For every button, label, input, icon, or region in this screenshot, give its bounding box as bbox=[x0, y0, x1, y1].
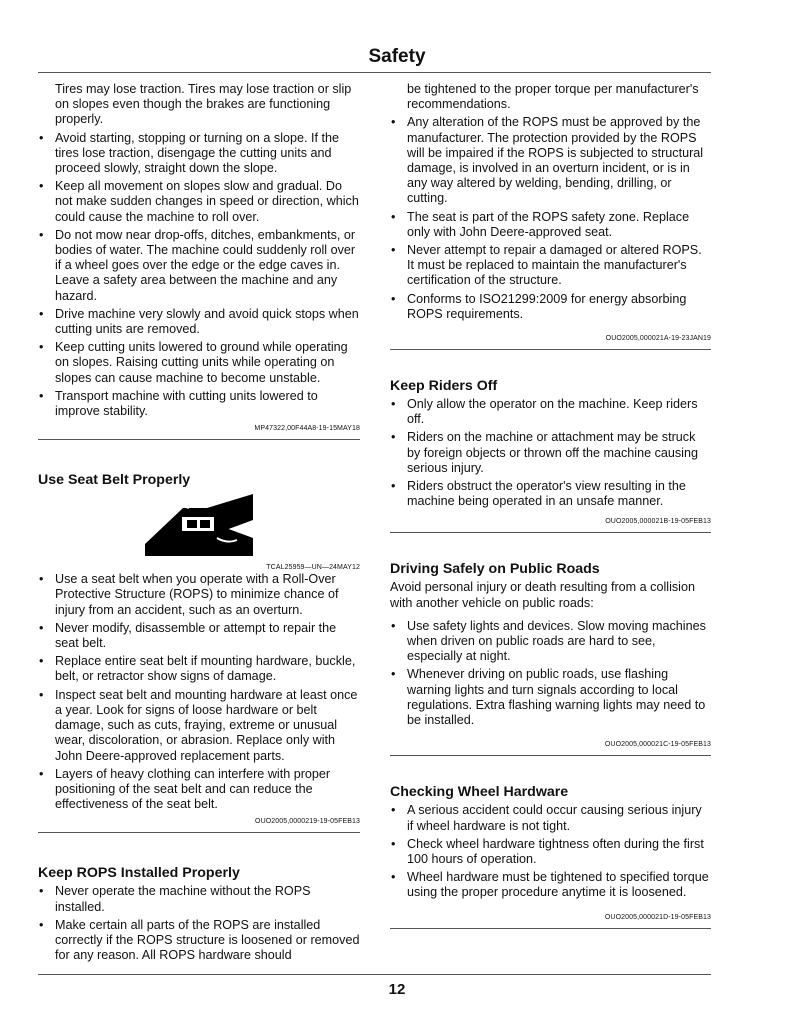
seat-belt-buckle-icon bbox=[145, 494, 253, 556]
list-item: • Avoid starting, stopping or turning on a slope. If the tires lose traction, disengage the cutting units and proceed slowly, straight down the slope. bbox=[39, 130, 340, 176]
riders-bullet-list bbox=[390, 397, 711, 509]
list-item: • Use a seat belt when you operate with a Roll-Over Protective Structure (ROPS) to minimize chance of injury from an accident, such as an overturn. bbox=[39, 572, 339, 617]
slope-bullet-list bbox=[38, 131, 360, 420]
bullet-icon: • bbox=[391, 618, 396, 633]
reference-code: OUO2005,000021D-19-05FEB13 bbox=[604, 913, 711, 921]
reference-code: MP47322,00F44A8-19-15MAY18 bbox=[254, 425, 360, 433]
bullet-icon: • bbox=[391, 667, 396, 682]
public-roads-bullet-list bbox=[390, 619, 711, 728]
rops-bullet-list bbox=[38, 884, 360, 963]
bullet-icon: • bbox=[39, 572, 44, 587]
list-item: • Replace entire seat belt if mounting hardware, buckle, belt, or retractor show signs of damage. bbox=[39, 654, 356, 684]
bullet-icon: • bbox=[391, 870, 396, 885]
bullet-icon: • bbox=[39, 179, 44, 194]
bullet-icon: • bbox=[391, 291, 396, 306]
list-item: • Any alteration of the ROPS must be approved by the manufacturer. The protection provided by the ROPS will be impaired if the ROPS is subjected to structural damage, is involved in an overturn incident, or is in any way altered by welding, bending, drilling, or cutting. bbox=[391, 115, 704, 206]
bullet-icon: • bbox=[391, 397, 396, 412]
bullet-icon: • bbox=[391, 479, 396, 494]
bullet-icon: • bbox=[391, 115, 396, 130]
bullet-icon: • bbox=[391, 836, 396, 851]
bullet-icon: • bbox=[39, 227, 44, 242]
list-item: • Riders on the machine or attachment may be struck by foreign objects or thrown off the machine causing serious injury. bbox=[391, 430, 698, 475]
list-item: • Keep cutting units lowered to ground while operating on slopes. Raising cutting units while operating on slopes can cause machine to become unstable. bbox=[39, 340, 348, 385]
list-item: • Only allow the operator on the machine. Keep riders off. bbox=[391, 397, 698, 427]
list-item: • Layers of heavy clothing can interfere with proper positioning of the seat belt and can reduce the effectiveness of the seat belt. bbox=[39, 766, 331, 812]
section-title-riders: Keep Riders Off bbox=[390, 378, 498, 395]
left-column bbox=[38, 82, 360, 966]
list-item: • Keep all movement on slopes slow and gradual. Do not make sudden changes in speed or direction, which could cause the machine to roll over. bbox=[39, 179, 359, 224]
bullet-icon: • bbox=[391, 803, 396, 818]
right-column bbox=[390, 82, 711, 929]
list-item: • Never attempt to repair a damaged or altered ROPS. It must be replaced to maintain the manufacturer's certification of the structure. bbox=[391, 243, 702, 288]
list-item: • A serious accident could occur causing serious injury if wheel hardware is not tight. bbox=[391, 803, 702, 833]
reference-code: OUO2005,0000219-19-05FEB13 bbox=[255, 818, 360, 826]
section-divider bbox=[390, 928, 711, 929]
list-item: • Conforms to ISO21299:2009 for energy absorbing ROPS requirements. bbox=[391, 291, 687, 321]
list-item: • Make certain all parts of the ROPS are installed correctly if the ROPS structure is loosened or removed for any reason. All ROPS hardware should bbox=[39, 917, 360, 963]
reference-code: OUO2005,000021B-19-05FEB13 bbox=[605, 518, 711, 526]
bullet-icon: • bbox=[39, 388, 44, 403]
list-item: • Whenever driving on public roads, use flashing warning lights and turn signals according to local regulations. Extra flashing warning lights may need to be installed. bbox=[391, 667, 706, 728]
rops-continued-bullet-list bbox=[390, 115, 711, 322]
figure-reference-code: TCAL25959—UN—24MAY12 bbox=[266, 564, 360, 572]
section-title-wheel-hardware: Checking Wheel Hardware bbox=[390, 784, 569, 801]
bullet-icon: • bbox=[39, 766, 44, 781]
list-item: • Use safety lights and devices. Slow moving machines when driven on public roads are hard to see, especially at night. bbox=[391, 618, 706, 664]
page-number: 12 bbox=[388, 981, 406, 998]
seat-belt-bullet-list bbox=[38, 572, 360, 812]
seat-belt-figure bbox=[38, 494, 360, 561]
bullet-icon: • bbox=[391, 430, 396, 445]
section-title-seat-belt: Use Seat Belt Properly bbox=[38, 472, 191, 489]
bullet-icon: • bbox=[39, 884, 44, 899]
list-item: • Inspect seat belt and mounting hardware at least once a year. Look for signs of loose hardware or belt damage, such as cuts, fraying, extreme or unusual wear, discoloration, or abrasion. Replace only with John Deere-approved replacement parts. bbox=[39, 687, 358, 763]
list-item: • Wheel hardware must be tightened to specified torque using the proper procedure anytime it is loosened. bbox=[391, 870, 709, 900]
top-divider bbox=[38, 72, 711, 73]
public-roads-intro: Avoid personal injury or death resulting from a collision with another vehicle on public roads: bbox=[390, 580, 695, 610]
list-item: • Drive machine very slowly and avoid quick stops when cutting units are removed. bbox=[39, 306, 359, 337]
bullet-icon: • bbox=[39, 917, 44, 932]
list-item: • Never modify, disassemble or attempt to repair the seat belt. bbox=[39, 620, 337, 651]
bullet-icon: • bbox=[39, 306, 44, 321]
list-item: • The seat is part of the ROPS safety zone. Replace only with John Deere-approved seat. bbox=[391, 209, 690, 239]
bullet-icon: • bbox=[39, 620, 44, 635]
section-title-rops: Keep ROPS Installed Properly bbox=[38, 865, 240, 882]
bullet-icon: • bbox=[39, 340, 44, 355]
bullet-icon: • bbox=[391, 243, 396, 258]
bullet-icon: • bbox=[391, 209, 396, 224]
list-item: • Transport machine with cutting units lowered to improve stability. bbox=[39, 388, 318, 419]
list-item: • Riders obstruct the operator's view resulting in the machine being operated in an unsafe manner. bbox=[391, 479, 686, 509]
reference-code: OUO2005,000021C-19-05FEB13 bbox=[604, 741, 711, 749]
list-item: • Do not mow near drop-offs, ditches, embankments, or bodies of water. The machine could suddenly roll over if a wheel goes over the edge or the edge caves in. Leave a safety area between the machine and any hazard. bbox=[39, 227, 356, 303]
bullet-icon: • bbox=[39, 654, 44, 669]
slope-intro: Tires may lose traction. Tires may lose traction or slip on slopes even though the brakes are functioning properly. bbox=[55, 82, 352, 127]
page-title: Safety bbox=[368, 46, 426, 67]
bottom-divider bbox=[38, 974, 711, 975]
bullet-icon: • bbox=[39, 130, 44, 145]
list-item: • Check wheel hardware tightness often during the first 100 hours of operation. bbox=[391, 836, 704, 866]
list-item: • Never operate the machine without the ROPS installed. bbox=[39, 884, 311, 914]
wheel-hardware-bullet-list bbox=[390, 803, 711, 900]
reference-code: OUO2005,000021A-19-23JAN19 bbox=[605, 335, 711, 343]
section-title-public-roads: Driving Safely on Public Roads bbox=[390, 561, 600, 578]
bullet-icon: • bbox=[39, 687, 44, 702]
rops-continued-text: be tightened to the proper torque per manufacturer's recommendations. bbox=[407, 82, 699, 112]
